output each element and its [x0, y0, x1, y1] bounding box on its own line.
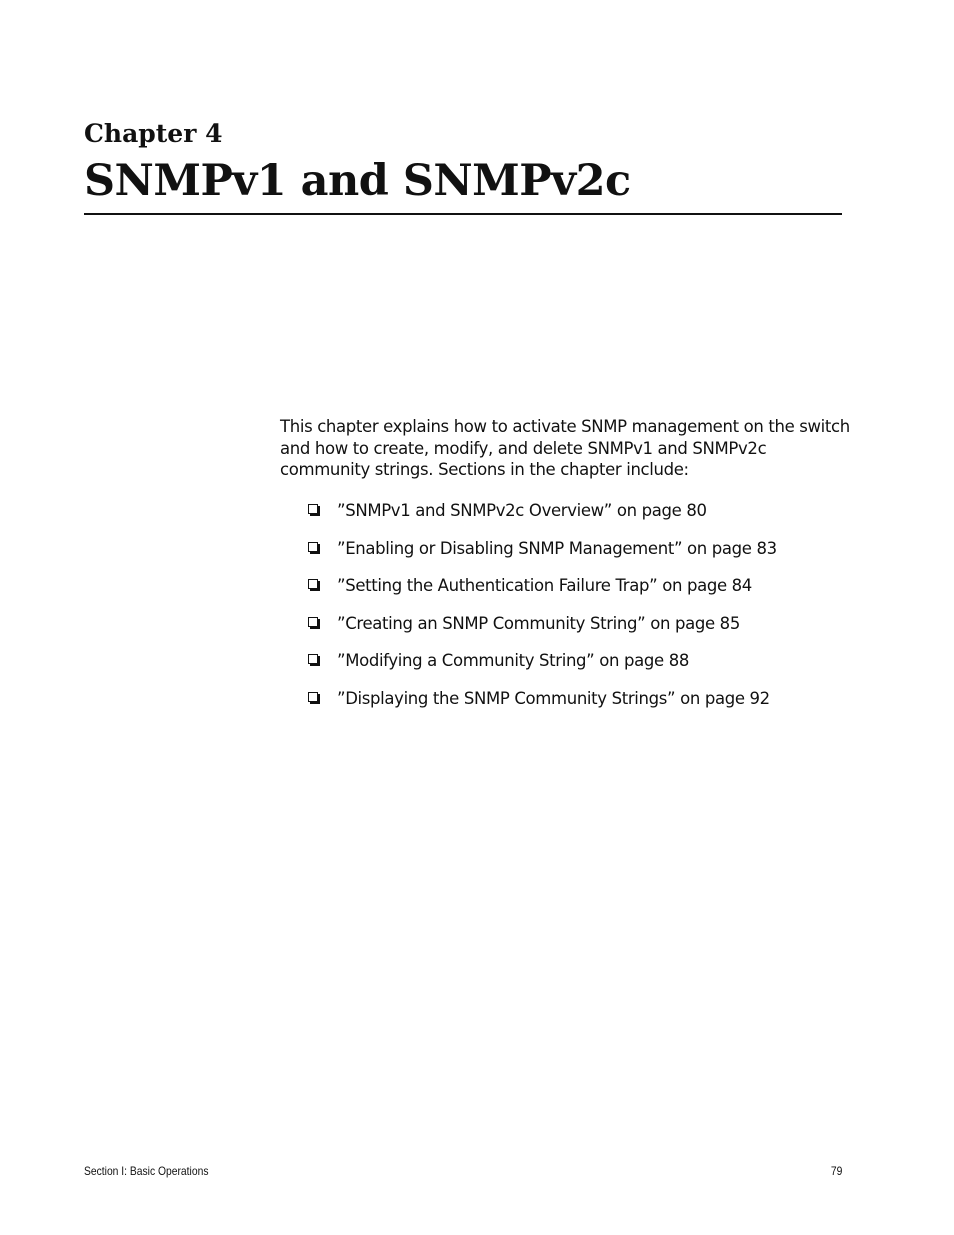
chapter-label: Chapter 4: [84, 119, 223, 148]
section-link[interactable]: ”Enabling or Disabling SNMP Management” on page 83: [337, 538, 777, 558]
section-link[interactable]: ”Modifying a Community String” on page 88: [337, 651, 690, 670]
section-link[interactable]: ”Displaying the SNMP Community Strings” on page 92: [337, 688, 770, 708]
footer-section-title: Section I: Basic Operations: [84, 1164, 209, 1178]
checkbox-bullet-icon: [308, 617, 318, 627]
section-link[interactable]: ”Creating an SNMP Community String” on page 85: [337, 613, 740, 633]
intro-paragraph: This chapter explains how to activate SNMP management on the switch and how to create, modify, and delete SNMPv1 and SNMPv2c community strings. Sections in the chapter include:: [280, 417, 850, 479]
footer-page-number: 79: [830, 1164, 842, 1178]
title-divider: [84, 213, 842, 215]
checkbox-bullet-icon: [308, 504, 318, 514]
section-link[interactable]: ”Setting the Authentication Failure Trap” on page 84: [337, 576, 752, 595]
checkbox-bullet-icon: [308, 654, 318, 664]
checkbox-bullet-icon: [308, 692, 318, 702]
chapter-title: SNMPv1 and SNMPv2c: [84, 156, 631, 206]
checkbox-bullet-icon: [308, 579, 318, 589]
section-link[interactable]: ”SNMPv1 and SNMPv2c Overview” on page 80: [337, 501, 707, 520]
checkbox-bullet-icon: [308, 542, 318, 552]
